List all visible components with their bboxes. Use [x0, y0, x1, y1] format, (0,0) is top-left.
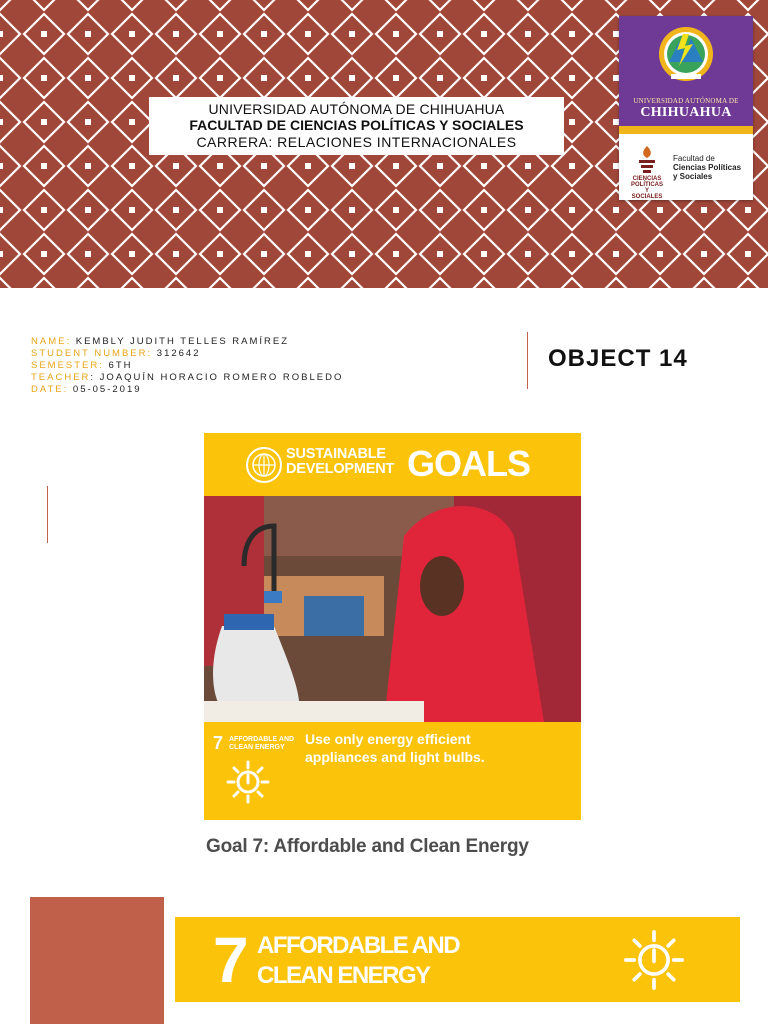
goal-banner [175, 917, 740, 1002]
poster-goal-label [229, 736, 294, 752]
career-name: CARRERA: RELACIONES INTERNACIONALES [196, 134, 517, 150]
sdg-line-1: SUSTAINABLE [286, 446, 386, 462]
poster-goal-label-2: CLEAN ENERGY [229, 744, 285, 751]
semester-value: 6TH [108, 360, 133, 371]
university-logo-card [619, 16, 753, 200]
poster-goal-label-1: AFFORDABLE AND [229, 736, 295, 743]
logo-big-text: CHIHUAHUA [640, 105, 732, 120]
torch-icon [629, 144, 665, 176]
title-box [149, 97, 564, 155]
poster-footer [204, 722, 581, 820]
poster-photo [204, 496, 581, 722]
banner-line-2: CLEAN ENERGY [257, 962, 430, 989]
banner-text [257, 931, 459, 991]
sdg-goals-text: GOALS [407, 443, 531, 484]
number-label: STUDENT NUMBER: [31, 348, 153, 359]
sdg-poster [204, 433, 581, 820]
logo-small-text: UNIVERSIDAD AUTÓNOMA DE [633, 97, 739, 105]
faculty-logo-text [673, 154, 741, 181]
teacher-label: TEACHER [31, 372, 91, 383]
object-title: OBJECT 14 [548, 345, 688, 372]
name-value: KEMBLY JUDITH TELLES RAMÍREZ [75, 336, 290, 347]
faculty-line-2: Ciencias Políticas [673, 163, 742, 172]
banner-line-1: AFFORDABLE AND [257, 932, 460, 959]
date-label: DATE: [31, 384, 69, 395]
logo-stripe [619, 126, 753, 134]
name-row [31, 336, 343, 348]
patterned-header [0, 0, 768, 288]
faculty-line-1: Facultad de [673, 154, 715, 163]
uach-logo [619, 16, 753, 134]
poster-goal-number: 7 [213, 733, 224, 753]
sun-power-icon [623, 929, 685, 991]
goal-caption: Goal 7: Affordable and Clean Energy [206, 836, 529, 857]
semester-label: SEMESTER: [31, 360, 104, 371]
cps-label: CIENCIAS POLÍTICAS Y SOCIALES [630, 176, 663, 200]
left-accent-line [47, 486, 48, 543]
uach-seal-icon [657, 24, 715, 94]
poster-message-2: appliances and light bulbs. [305, 749, 485, 765]
faculty-logo [619, 134, 753, 200]
university-name: UNIVERSIDAD AUTÓNOMA DE CHIHUAHUA [208, 101, 505, 117]
divider-line [527, 332, 528, 389]
semester-row [31, 360, 343, 372]
name-label: NAME: [31, 336, 72, 347]
date-row [31, 384, 343, 396]
faculty-name: FACULTAD DE CIENCIAS POLÍTICAS Y SOCIALES [189, 117, 524, 133]
sdg-line-2: DEVELOPMENT [286, 461, 395, 477]
sun-power-icon [226, 760, 270, 804]
banner-number: 7 [213, 924, 246, 996]
poster-message-1: Use only energy efficient [305, 731, 471, 747]
faculty-line-3: y Sociales [673, 172, 713, 181]
sdg-wordmark [286, 447, 394, 477]
teacher-value: : JOAQUÍN HORACIO ROMERO ROBLEDO [90, 372, 344, 383]
teacher-row [31, 372, 343, 384]
student-info [31, 336, 343, 396]
date-value: 05-05-2019 [72, 384, 142, 395]
number-row [31, 348, 343, 360]
poster-message [305, 730, 485, 766]
orange-accent-block [30, 897, 164, 1024]
number-value: 312642 [156, 348, 201, 359]
sdg-header [204, 433, 581, 496]
un-emblem-icon [244, 445, 284, 485]
